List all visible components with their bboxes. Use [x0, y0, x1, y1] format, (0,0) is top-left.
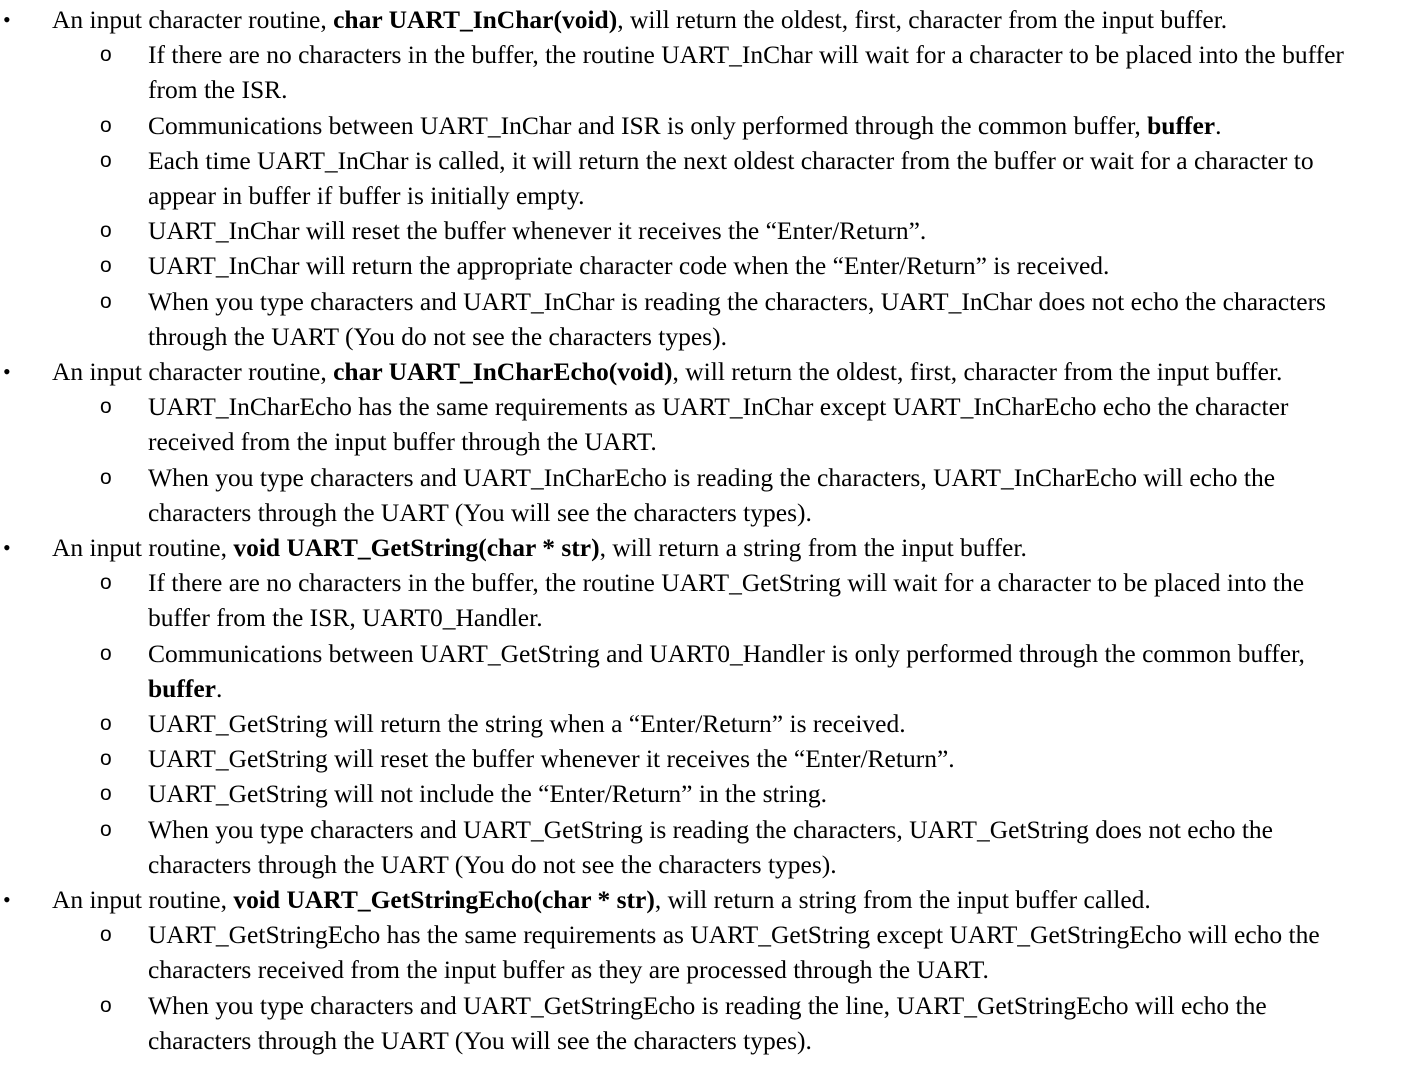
sub-list-item [0, 988, 1412, 1058]
function-signature: char UART_InChar(void) [333, 5, 618, 34]
sub-list-item [0, 213, 1412, 248]
circle-bullet-icon: o [100, 747, 112, 771]
sub-list-item-text: UART_InChar will reset the buffer whenever it receives the “Enter/Return”. [148, 216, 927, 246]
function-signature: void UART_GetStringEcho(char * str) [233, 885, 655, 915]
list-item-uart-inchar [0, 2, 1412, 37]
sub-list-item [0, 812, 1412, 882]
sub-list-item [0, 143, 1412, 213]
list-item-text: An input character routine, char UART_InCharEcho(void), will return the oldest, first, character from the input buffer. [52, 357, 1283, 387]
buffer-keyword: buffer [1147, 110, 1216, 140]
bullet-icon: • [3, 7, 11, 32]
circle-bullet-icon: o [100, 465, 112, 489]
circle-bullet-icon: o [100, 712, 112, 736]
list-item-text: An input routine, void UART_GetString(char * str), will return a string from the input buffer. [52, 533, 1027, 563]
sub-list-item-text: Each time UART_InChar is called, it will return the next oldest character from the buffer or wait for a character to appear in buffer if buffer is initially empty. [148, 145, 1314, 211]
bullet-icon: • [3, 359, 11, 385]
circle-bullet-icon: o [100, 289, 112, 313]
circle-bullet-icon: o [100, 395, 112, 419]
circle-bullet-icon: o [100, 219, 112, 243]
buffer-keyword: buffer [148, 673, 216, 703]
sub-list-item-text: If there are no characters in the buffer, the routine UART_GetString will wait for a character to be placed into the buffer from the ISR, UART0_Handler. [148, 568, 1305, 633]
sub-list-item-text: When you type characters and UART_GetString is reading the characters, UART_GetString does not echo the characters through the UART (You do not see the characters types). [148, 814, 1273, 879]
sub-list-item [0, 565, 1412, 635]
sub-list-item [0, 636, 1412, 706]
list-item-uart-getstringecho [0, 882, 1412, 917]
circle-bullet-icon: o [100, 641, 112, 665]
sub-list-item [0, 706, 1412, 741]
sub-list-item-text: When you type characters and UART_GetStringEcho is reading the line, UART_GetStringEcho will echo the characters through the UART (You will see the characters types). [148, 990, 1267, 1055]
sub-list-item [0, 108, 1412, 143]
function-signature: void UART_GetString(char * str) [233, 533, 600, 563]
circle-bullet-icon: o [100, 993, 112, 1017]
circle-bullet-icon: o [100, 43, 112, 67]
sub-list-item-text: UART_GetString will return the string when a “Enter/Return” is received. [148, 709, 906, 739]
sub-list-item-text: When you type characters and UART_InCharEcho is reading the characters, UART_InCharEcho will echo the characters through the UART (You will see the characters types). [148, 462, 1276, 527]
sub-list-item-text: When you type characters and UART_InChar is reading the characters, UART_InChar does not echo the characters through the UART (You do not see the characters types). [148, 286, 1326, 351]
list-item-uart-incharecho [0, 354, 1412, 389]
circle-bullet-icon: o [100, 817, 112, 841]
sub-list-item-text: If there are no characters in the buffer, the routine UART_InChar will wait for a character to be placed into the buffer from the ISR. [148, 40, 1344, 105]
sub-list-item [0, 284, 1412, 354]
sub-list-item-text: UART_GetString will not include the “Enter/Return” in the string. [148, 779, 828, 809]
sub-list-item-text: UART_InCharEcho has the same requirements as UART_InChar except UART_InCharEcho echo the character received from the input buffer through the UART. [148, 392, 1289, 457]
list-item-text: An input routine, void UART_GetStringEcho(char * str), will return a string from the input buffer called. [52, 885, 1151, 915]
sub-list-item [0, 741, 1412, 776]
sub-list-item [0, 248, 1412, 283]
circle-bullet-icon: o [100, 113, 112, 137]
circle-bullet-icon: o [100, 571, 112, 595]
circle-bullet-icon: o [100, 148, 112, 172]
sub-list-item-text: UART_InChar will return the appropriate character code when the “Enter/Return” is received. [148, 251, 1110, 281]
sub-list-item-text: UART_GetString will reset the buffer whenever it receives the “Enter/Return”. [148, 744, 955, 774]
document-body [0, 2, 1412, 1058]
sub-list-item [0, 776, 1412, 811]
sub-list-item-text: Communications between UART_GetString and UART0_Handler is only performed through the common buffer, buffer. [148, 638, 1305, 703]
circle-bullet-icon: o [100, 254, 112, 278]
sub-list-item-text: UART_GetStringEcho has the same requirements as UART_GetString except UART_GetStringEcho will echo the characters received from the input buffer as they are processed through the UART. [148, 920, 1320, 985]
bullet-icon: • [3, 887, 11, 913]
circle-bullet-icon: o [100, 923, 112, 947]
sub-list-item [0, 460, 1412, 530]
circle-bullet-icon: o [100, 782, 112, 806]
sub-list-item [0, 389, 1412, 459]
bullet-icon: • [3, 535, 11, 561]
sub-list-item [0, 917, 1412, 987]
sub-list-item [0, 37, 1412, 107]
sub-list-item-text: Communications between UART_InChar and ISR is only performed through the common buffer, buffer. [148, 110, 1222, 140]
list-item-uart-getstring [0, 530, 1412, 565]
list-item-text: An input character routine, char UART_InChar(void), will return the oldest, first, character from the input buffer. [52, 5, 1228, 34]
function-signature: char UART_InCharEcho(void) [333, 357, 673, 387]
